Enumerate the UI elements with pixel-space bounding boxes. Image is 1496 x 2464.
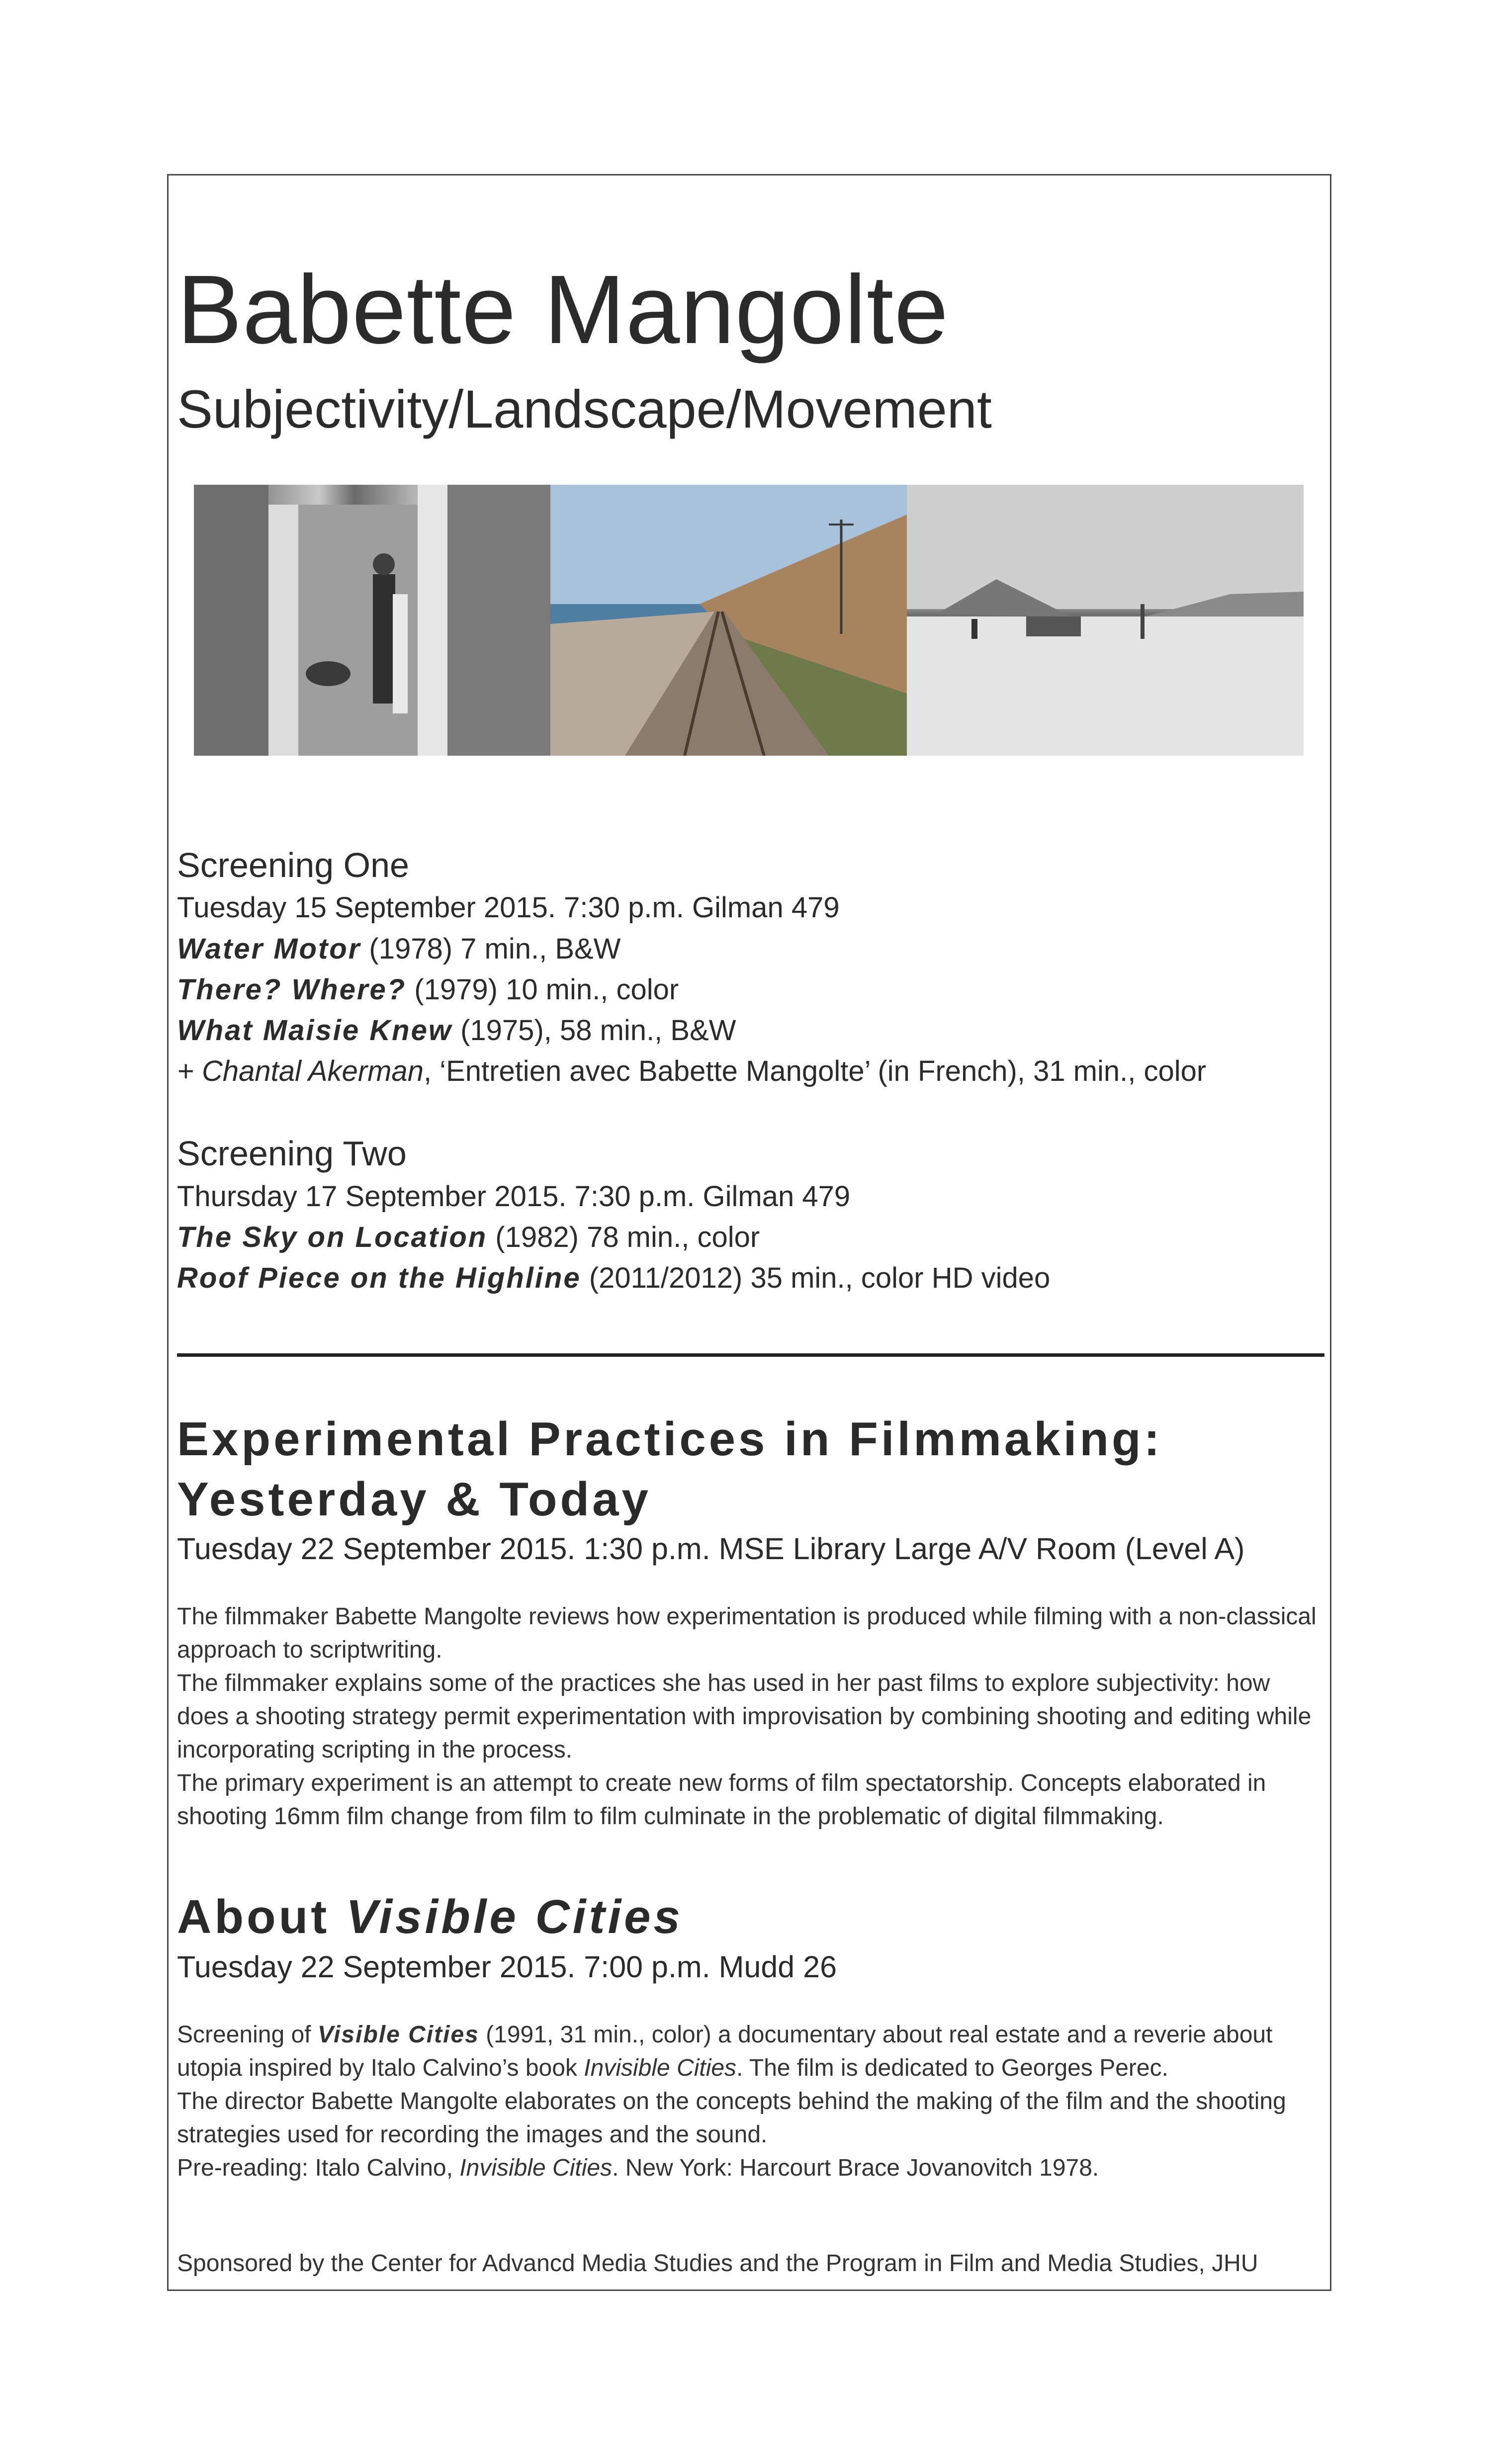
screening-two-film-1 [177,1223,760,1252]
screening-one-date: Tuesday 15 September 2015. 7:30 p.m. Gilman 479 [177,891,840,924]
experimental-heading-line2: Yesterday & Today [177,1473,651,1526]
sponsor-credit: Sponsored by the Center for Advancd Media Studies and the Program in Film and Media Studies, JHU [177,2250,1258,2277]
heading-prefix: About [177,1890,346,1943]
page-subtitle: Subjectivity/Landscape/Movement [177,379,992,439]
paragraph [177,2151,1320,2185]
text: . New York: Harcourt Brace Jovanovitch 1978. [612,2155,1099,2181]
experimental-description [177,1600,1320,1833]
text: Screening of [177,2022,318,2048]
paragraph: The filmmaker explains some of the practices she has used in her past films to explore subjectivity: how does a shooting strategy permit experimentation with improvisation by combining shooting and editing while incorporating scripting in the process. [177,1670,1312,1763]
paragraph: The director Babette Mangolte elaborates on the concepts behind the making of the film and the shooting strategies used for recording the images and the sound. [177,2088,1286,2148]
film-details: (2011/2012) 35 min., color HD video [581,1262,1051,1294]
section-divider [177,1353,1324,1357]
visible-cities-date: Tuesday 22 September 2015. 7:00 p.m. Mudd 26 [177,1950,837,1984]
text: . The film is dedicated to Georges Perec. [736,2055,1168,2081]
film-title: Roof Piece on the Highline [177,1262,581,1294]
film-title: There? Where? [177,973,407,1006]
film-title: Visible Cities [317,2022,479,2048]
screening-one-heading: Screening One [177,846,409,884]
screening-one-extra [177,1057,1206,1086]
visible-cities-heading [177,1890,683,1943]
film-details: (1982) 78 min., color [487,1221,760,1253]
film-title: The Sky on Location [177,1221,488,1253]
film-details: (1975), 58 min., B&W [452,1014,736,1047]
film-title: What Maisie Knew [177,1014,452,1047]
film-still-interior [194,485,550,756]
screening-two-film-2 [177,1264,1050,1293]
paragraph: The primary experiment is an attempt to create new forms of film spectatorship. Concepts elaborated in shooting 16mm film change from film to film culminate in the problematic of digital filmmaking. [177,1770,1266,1830]
book-title: Invisible Cities [584,2055,737,2081]
film-still-railroad [550,485,907,756]
paragraph: The filmmaker Babette Mangolte reviews how experimentation is produced while filming with a non-classical approach to scriptwriting. [177,1603,1317,1663]
screening-one-film-1 [177,935,620,964]
film-title: Water Motor [177,933,361,965]
text: (1991, 31 min., color) a documentary about real estate and a reverie about utopia inspired by Italo Calvino’s book [177,2022,1273,2081]
film-details: (1979) 10 min., color [406,973,679,1006]
extra-details: , ‘Entretien avec Babette Mangolte’ (in French), 31 min., color [423,1055,1207,1087]
text: Pre-reading: Italo Calvino, [177,2155,460,2181]
screening-two-heading: Screening Two [177,1134,407,1173]
screening-two-date: Thursday 17 September 2015. 7:30 p.m. Gilman 479 [177,1180,851,1213]
page-title: Babette Mangolte [177,255,949,364]
screening-one-film-2 [177,975,679,1004]
paragraph [177,2018,1320,2085]
visible-cities-description [177,2018,1320,2185]
heading-film-title: Visible Cities [346,1890,683,1943]
screening-one-film-3 [177,1016,736,1045]
film-stills-strip [194,485,1304,756]
experimental-date: Tuesday 22 September 2015. 1:30 p.m. MSE Library Large A/V Room (Level A) [177,1532,1245,1566]
extra-name: + Chantal Akerman [177,1055,424,1087]
film-details: (1978) 7 min., B&W [361,933,621,965]
experimental-heading-line1: Experimental Practices in Filmmaking: [177,1412,1163,1466]
film-still-salt-flat [907,485,1304,756]
book-title: Invisible Cities [459,2155,613,2181]
